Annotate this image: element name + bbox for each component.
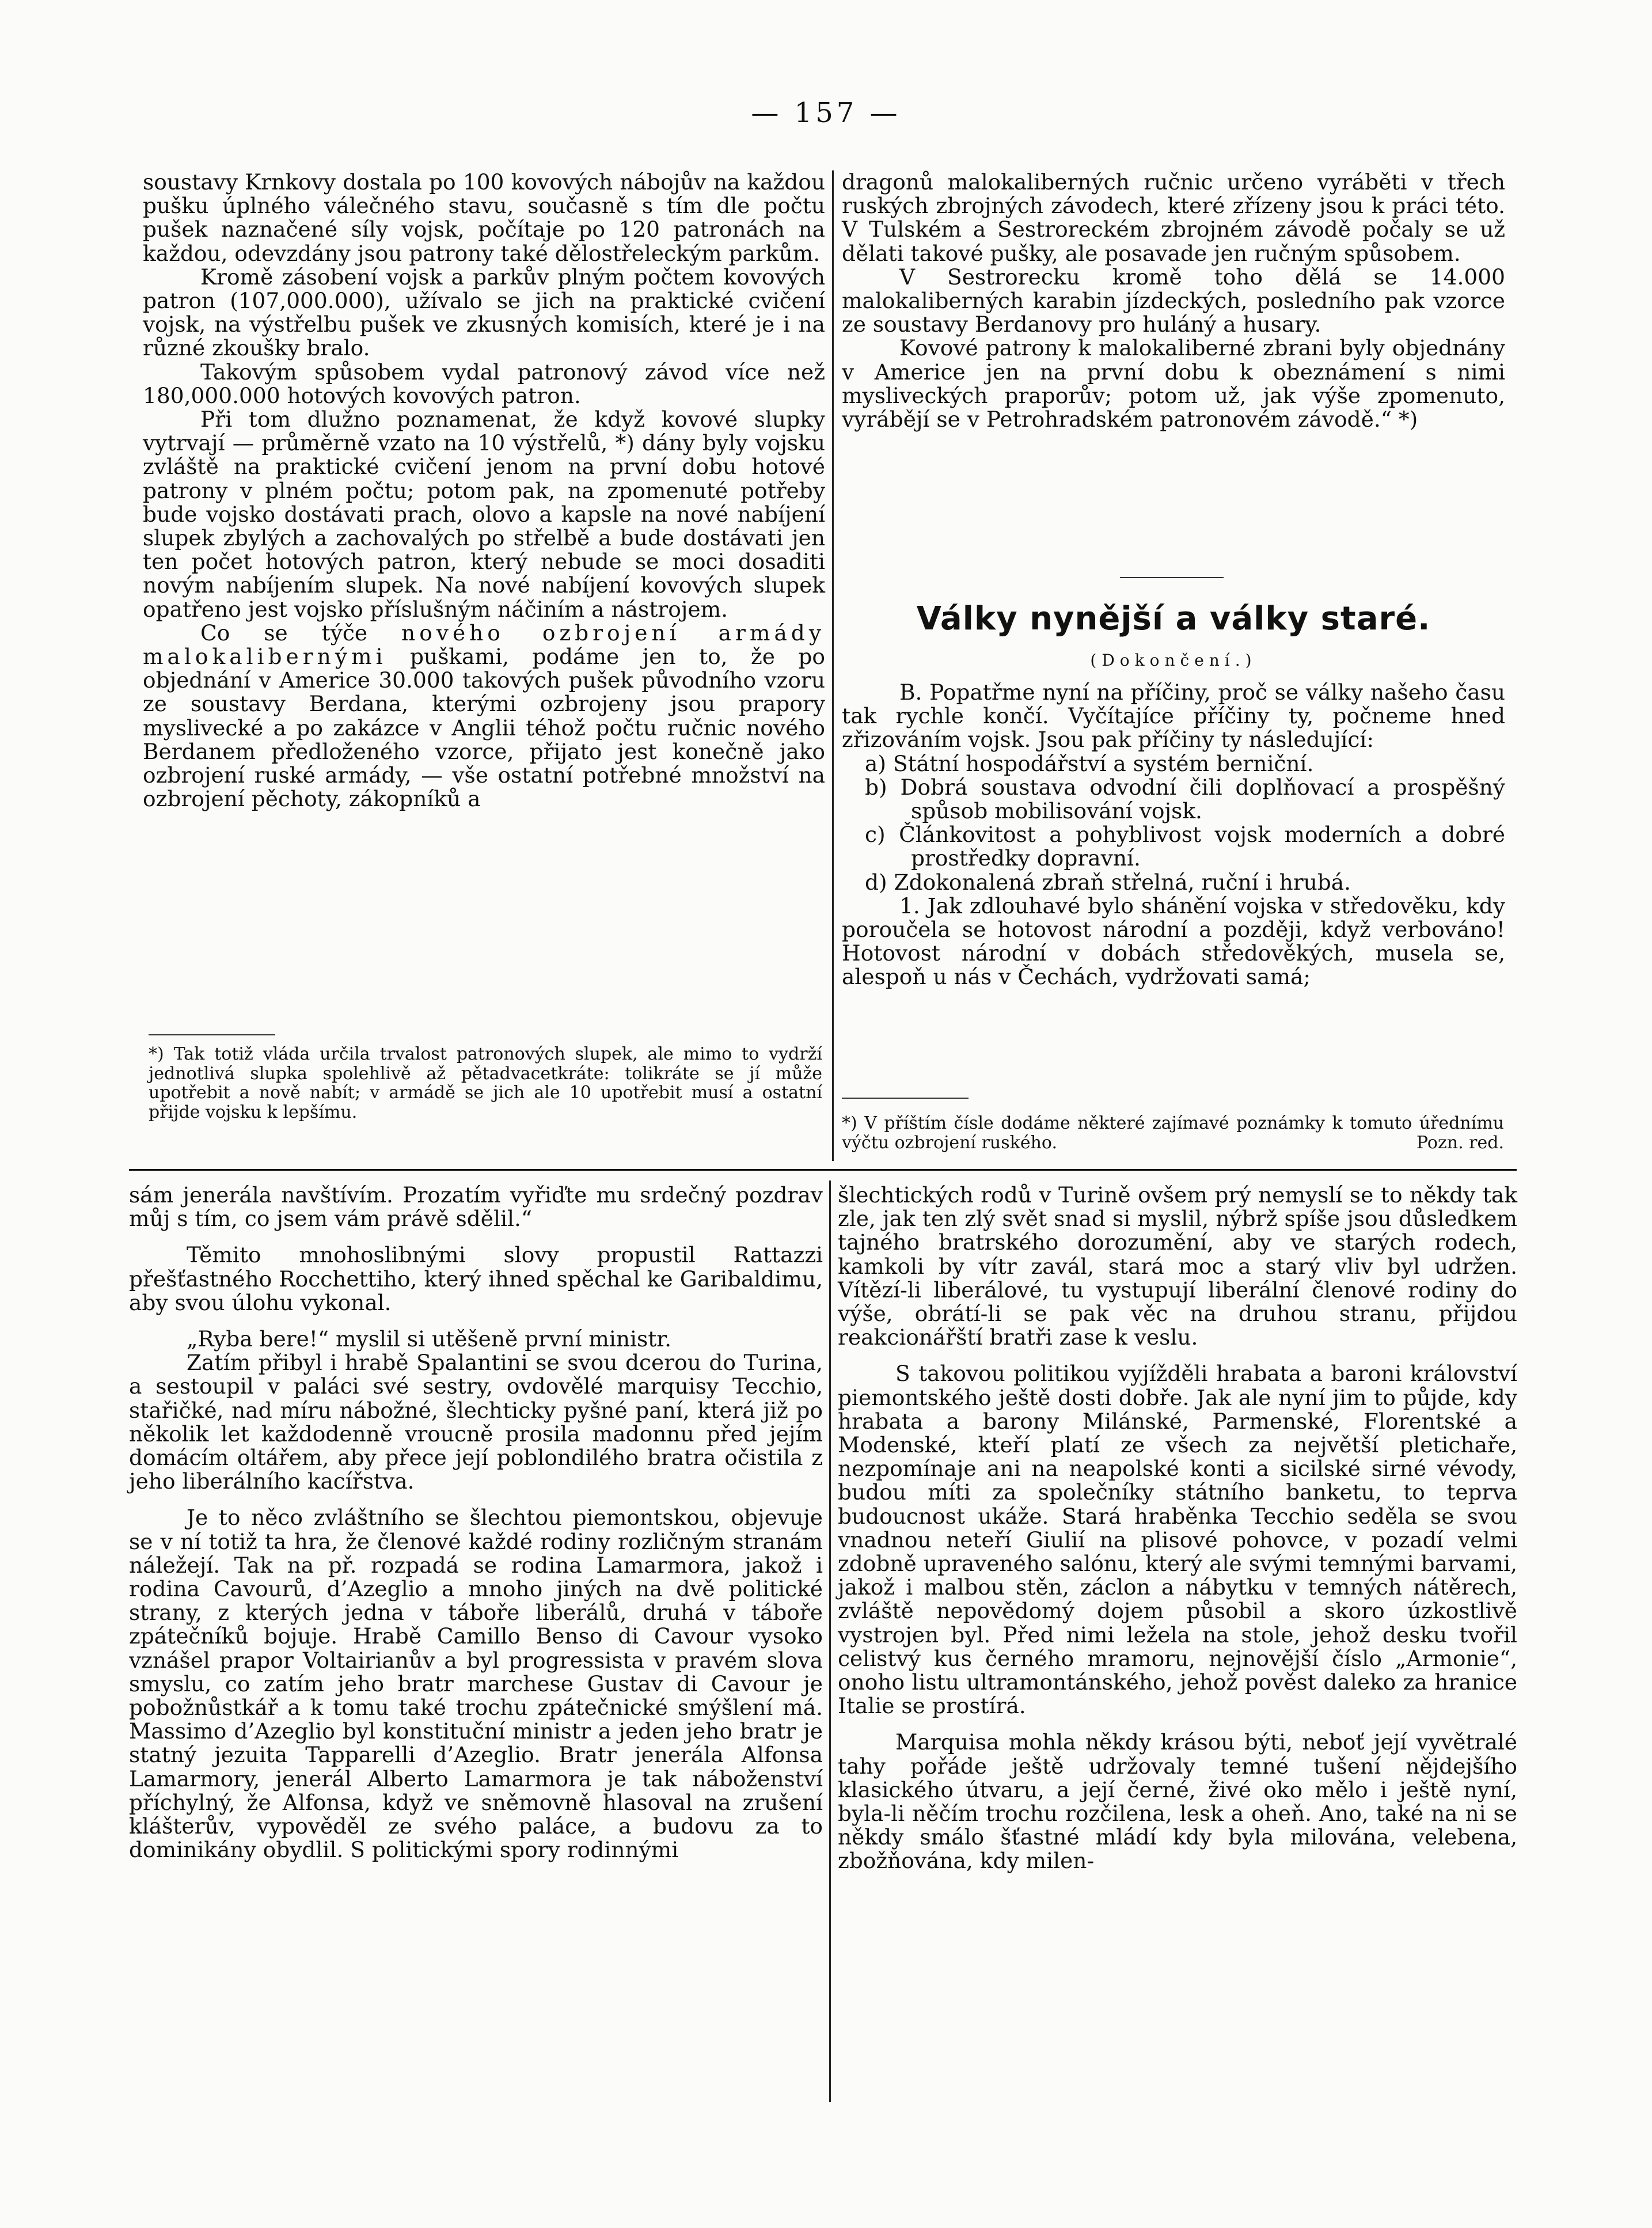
list-item: d) Zdokonalená zbraň střelná, ruční i hrubá. [865, 869, 1351, 895]
paragraph: dragonů malokaliberných ručnic určeno vyráběti v třech ruských zbrojných závodech, které zřízeny jsou k práci této. V Tulském a Sestroreckém zbrojném závodě počaly se už dělati takové pušky, ale posavade jen ručným spůsobem. [842, 169, 1505, 266]
footnote-rule-right [842, 1098, 969, 1099]
section-divider [129, 1169, 1517, 1171]
footnote-rule-left [149, 1034, 275, 1035]
article-column-top-right [842, 170, 1505, 431]
footnote-left [149, 1045, 822, 1122]
list-item: b) Dobrá soustava odvodní čili doplňovací a prospěšný spůsob mobilisování vojsk. [865, 774, 1505, 824]
paragraph: V Sestrorecku kromě toho dělá se 14.000 malokaliberných karabin jízdeckých, posledního pak vzorce ze soustavy Berdanovy pro huláný a husary. [842, 264, 1505, 337]
paragraph: sám jenerála navštívím. Prozatím vyřiďte mu srdečný pozdrav můj s tím, co jsem vám právě sdělil.“ [129, 1182, 823, 1232]
footnote-body: *) V příštím čísle dodáme některé zajímavé poznámky k tomuto úřednímu výčtu ozbrojení ruského. [842, 1113, 1504, 1153]
paragraph: B. Popatřme nyní na příčiny, proč se války našeho času tak rychle končí. Vyčítajíce příčiny ty, počneme hned zřizováním vojsk. Jsou pak příčiny ty následující: [842, 680, 1505, 753]
article-separator [1120, 577, 1224, 578]
paragraph: S takovou politikou vyjížděli hrabata a baroni království piemontského ještě dosti dobře. Jak ale nyní jim to půjde, kdy hrabata a barony Milánské, Parmenské, Florentské a Modenské, kteří platí ze všech za největší pletichaře, nezpomínaje ani na neapolské konti a sicilské sirné vévody, budou míti za společníky státního banketu, to teprva budoucnost ukáže. Stará hraběnka Tecchio seděla se svou vnadnou neteří Giulií na plisové pohovce, v pozadí velmi zdobně upraveného salónu, který ale svými temnými barvami, jakož i malbou stěn, záclon a nábytku v temných nátěrech, zvláště nepovědomý dojem působil a skoro úzkostlivě vystrojen byl. Před nimi ležela na stole, jehož desku tvořil celistvý kus černého mramoru, nejnovější číslo „Armonie“, onoho listu ultramontánského, jehož pověst daleko za hranice Italie se prostírá. [838, 1361, 1517, 1719]
footnote-signature: Pozn. red. [1416, 1132, 1504, 1153]
paragraph: Těmito mnohoslibnými slovy propustil Rattazzi přešťastného Rocchettiho, který ihned spěchal ke Garibaldimu, aby svou úlohu vykonal. [129, 1242, 823, 1315]
paragraph: Marquisa mohla někdy krásou býti, neboť její vyvětralé tahy pořáde ještě udržovaly temné tušení nějdejšího klasického útvaru, a její černé, živé oko mělo i ještě nyní, byla-li něčím trochu rozčilena, lesk a oheň. Ano, také na ni se někdy smálo šťastné mládí kdy byla milována, velebena, zbožňována, kdy milen- [838, 1729, 1517, 1874]
paragraph: Kromě zásobení vojsk a parkův plným počtem kovových patron (107,000.000), užívalo se jich na praktické cvičení vojsk, na výstřelbu pušek ve zkusných komisích, které je i na různé zkoušky bralo. [143, 264, 825, 361]
article-subheading: (Dokončení.) [1090, 651, 1257, 670]
article-column-top-left [143, 170, 825, 811]
paragraph: Je to něco zvláštního se šlechtou piemontskou, objevuje se v ní totiž ta hra, že členové každé rodiny rozličným stranám náležejí. Tak na př. rozpadá se rodina Lamarmora, jakož i rodina Cavourů, d’Azeglio a mnoho jiných na dvě politické strany, z kterých jedna v táboře liberálů, druhá v táboře zpátečníků bojuje. Hrabě Camillo Benso di Cavour vysoko vznášel prapor Voltairianův a byl progressista v pravém slova smyslu, co zatím jeho bratr marchese Gustav di Cavour je pobožnůstkář a k tomu také trochu zpátečnické smýšlení má. Massimo d’Azeglio byl konstituční ministr a jeden jeho bratr je statný jezuita Tapparelli d’Azeglio. Bratr jenerála Alfonsa Lamarmory, jenerál Alberto Lamarmora je tak náboženství příchylný, že Alfonsa, když ve sněmovně hlasoval na zrušení klášterův, vypověděl ze svého paláce, a budovu za to dominikány obydlil. S politickými spory rodinnými [129, 1505, 823, 1863]
paragraph: Kovové patrony k malokaliberné zbrani byly objednány v Americe jen na první dobu k obeznámení s nimi mysliveckých praporův; potom už, jak výše zpomenuto, vyrábějí se v Petrohradském patronovém závodě.“ *) [842, 335, 1505, 432]
footnote-text: *) Tak totiž vláda určila trvalost patronových slupek, ale mimo to vydrží jednotlivá slupka spolehlivě až pětadvacetkráte: tolikráte se jí může upotřebit a nově nabít; v armádě se jich ale 10 upotřebit musí a ostatní přijde vojsku k lepšímu. [149, 1044, 822, 1122]
list-item: a) Státní hospodářství a systém berniční. [865, 750, 1314, 776]
column-divider-top [832, 170, 834, 1161]
paragraph: 1. Jak zdlouhavé bylo shánění vojska v středověku, kdy poroučela se hotovost národní a později, když verbováno! Hotovost národní v dobách středověkých, musela se, alespoň u nás v Čechách, vydržovati samá; [842, 893, 1505, 990]
paragraph: Takovým spůsobem vydal patronový závod více než 180,000.000 hotových kovových patron. [143, 359, 825, 408]
story-column-bottom-right [838, 1183, 1517, 1873]
paragraph: soustavy Krnkovy dostala po 100 kovových nábojův na každou pušku úplného válečného stavu, současně s tím dle počtu pušek naznačené síly vojsk, počítaje po 120 patronách na každou, odevzdány jsou patrony také dělostřeleckým parkům. [143, 169, 825, 266]
story-column-bottom-left [129, 1183, 823, 1862]
article-heading: Války nynější a války staré. [916, 600, 1431, 637]
paragraph: „Ryba bere!“ myslil si utěšeně první ministr. [187, 1326, 672, 1352]
paragraph: Zatím přibyl i hrabě Spalantini se svou dcerou do Turina, a sestoupil v paláci své sestry, ovdovělé marquisy Tecchio, stařičké, nad míru nábožné, šlechticky pyšné paní, která již po několik let každodenně vroucně prosila madonnu před jejím domácím oltářem, aby přece její poblondilého bratra očistila z jeho liberálního kacířstva. [129, 1350, 823, 1494]
paragraph [143, 621, 825, 811]
footnote-right [842, 1114, 1504, 1152]
article-column-top-right-2 [842, 681, 1505, 989]
paragraph-rest: puškami, podáme jen to, že po objednání v Americe 30.000 takových pušek původního vzoru ze soustavy Berdana, kterými ozbrojeny jsou prapory myslivecké a po zakázce v Anglii téhož počtu ručnic nového Berdanem předloženého vzorce, přijato jest konečně jako ozbrojení ruské armády, — vše ostatní potřebné množství na ozbrojení pěchoty, zákopníků a [143, 644, 825, 812]
paragraph: šlechtických rodů v Turině ovšem prý nemyslí se to někdy tak zle, jak ten zlý svět snad si myslil, nýbrž spíše jsou důsledkem tajného bratrského dorozumění, aby ve starých rodech, kamkoli by vítr zavál, stará moc a starý vliv byl udržen. Vítězí-li liberálové, tu vystupují liberální členové rodiny do výše, obrátí-li se pak věc na druhou stranu, přijdou reakcionářští bratři zase k veslu. [838, 1182, 1517, 1350]
column-divider-bottom [829, 1181, 831, 2102]
page-number: — 157 — [751, 97, 901, 129]
footnote-text [842, 1114, 1504, 1152]
spaced-emphasis: nového ozbrojení armády malokalibernými [143, 620, 825, 670]
paragraph: Při tom dlužno poznamenat, že když kovové slupky vytrvají — průměrně vzato na 10 výstřelů, *) dány byly vojsku zvláště na praktické cvičení jenom na první dobu hotové patrony v plném počtu; potom pak, na zpomenuté potřeby bude vojsko dostávati prach, olovo a kapsle na nové nabíjení slupek zbylých a zachovalých po střelbě a bude dostávati jen ten počet hotových patron, který nebude se moci dosaditi novým nabíjením slupek. Na nové nabíjení kovových slupek opatřeno jest vojsko příslušným náčiním a nástrojem. [143, 407, 825, 622]
list-item: c) Článkovitost a pohyblivost vojsk moderních a dobré prostředky dopravní. [865, 822, 1505, 871]
paragraph-start: Co se týče [200, 620, 368, 646]
